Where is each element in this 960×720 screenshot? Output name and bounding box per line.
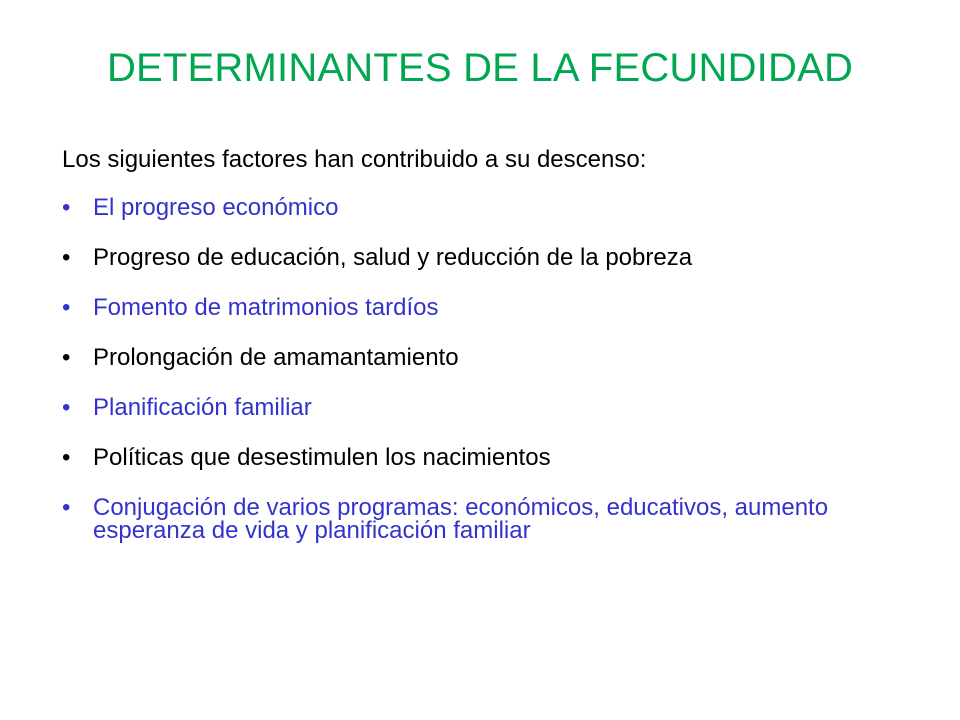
bullet-item-educacion-salud — [62, 246, 922, 269]
bullet-item-progreso-economico — [62, 196, 922, 219]
bullet-icon: • — [62, 294, 71, 321]
bullet-text: El progreso económico — [93, 194, 339, 221]
bullet-list — [62, 196, 922, 569]
bullet-icon: • — [62, 444, 71, 471]
bullet-text: Planificación familiar — [93, 394, 312, 421]
bullet-icon: • — [62, 394, 71, 421]
bullet-item-conjugacion-programas — [62, 496, 922, 542]
slide-title: DETERMINANTES DE LA FECUNDIDAD — [106, 46, 854, 90]
bullet-item-matrimonios-tardios — [62, 296, 922, 319]
bullet-text: Políticas que desestimulen los nacimientos — [93, 444, 551, 471]
bullet-text: Progreso de educación, salud y reducción de la pobreza — [93, 244, 693, 271]
bullet-icon: • — [62, 244, 71, 271]
bullet-icon: • — [62, 194, 71, 221]
bullet-item-amamantamiento — [62, 346, 922, 369]
bullet-icon: • — [62, 344, 71, 371]
bullet-item-planificacion-familiar — [62, 396, 922, 419]
bullet-item-politicas — [62, 446, 922, 469]
bullet-text: Prolongación de amamantamiento — [93, 344, 459, 371]
bullet-text: Fomento de matrimonios tardíos — [93, 294, 439, 321]
bullet-text: Conjugación de varios programas: económicos, educativos, aumento esperanza de vida y planificación familiar — [93, 494, 829, 544]
intro-text: Los siguientes factores han contribuido a su descenso: — [62, 146, 647, 173]
bullet-icon: • — [62, 494, 71, 521]
